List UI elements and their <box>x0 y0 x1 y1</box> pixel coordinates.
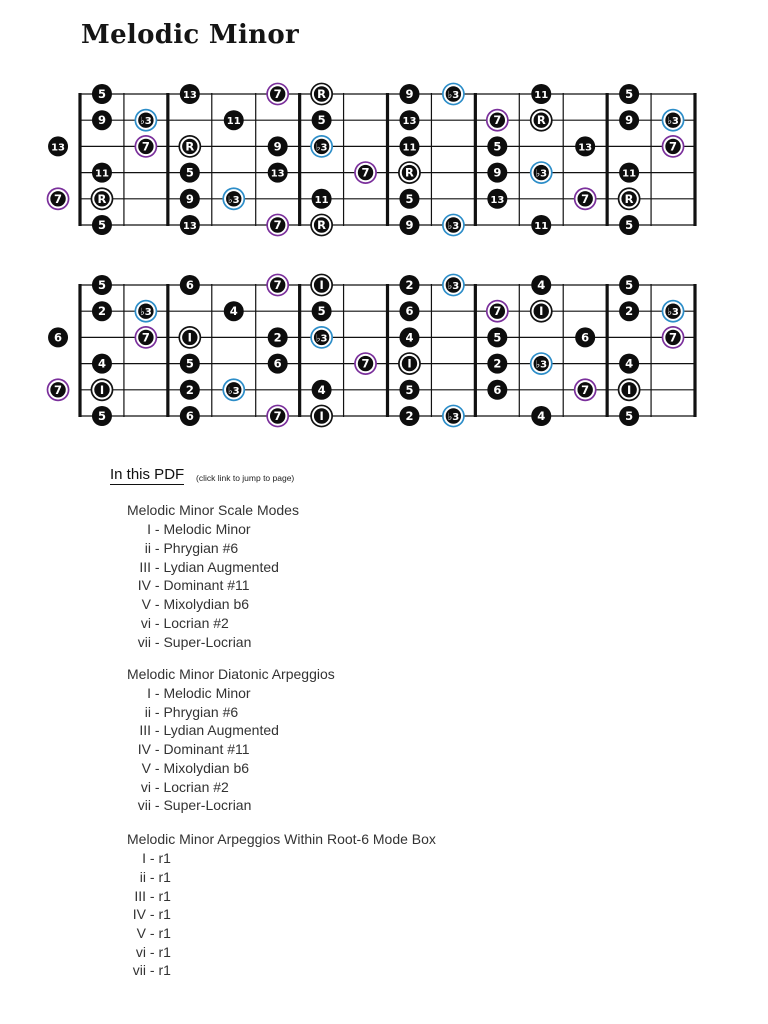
note-marker <box>47 378 70 401</box>
note-marker <box>48 327 68 347</box>
note-label: 6 <box>493 382 502 397</box>
note-marker <box>134 300 157 323</box>
note-marker <box>266 83 289 106</box>
note-label: 5 <box>625 87 634 101</box>
note-marker <box>662 135 685 158</box>
note-marker <box>531 406 551 426</box>
page-title: Melodic Minor <box>81 20 299 50</box>
note-label: 4 <box>537 409 546 423</box>
note-label: I <box>99 382 105 397</box>
note-label: 5 <box>97 409 106 423</box>
note-marker <box>180 406 200 426</box>
fretboard-grid <box>80 93 695 226</box>
note-marker <box>618 378 641 401</box>
note-marker <box>619 163 639 183</box>
note-marker <box>178 135 201 158</box>
note-label: 7 <box>273 87 282 101</box>
note-marker <box>312 380 332 400</box>
note-marker <box>618 187 641 210</box>
note-marker <box>180 84 200 104</box>
note-label: R <box>317 87 327 101</box>
note-marker <box>92 354 112 374</box>
note-label: R <box>624 191 634 206</box>
note-label: 7 <box>581 382 590 397</box>
note-marker <box>574 187 597 210</box>
note-marker <box>399 136 419 156</box>
note-label: 7 <box>273 218 282 232</box>
toc-link-root6-vii[interactable]: vii - r1 <box>132 962 171 978</box>
note-marker <box>180 215 200 235</box>
note-label: 11 <box>226 116 241 128</box>
note-marker <box>222 378 245 401</box>
note-marker <box>268 136 288 156</box>
note-label: ♭3 <box>535 168 548 180</box>
note-marker <box>399 406 419 426</box>
note-label: 4 <box>229 304 238 319</box>
note-label: 5 <box>625 278 634 292</box>
note-marker <box>399 301 419 321</box>
note-marker <box>619 84 639 104</box>
note-marker <box>530 300 553 323</box>
toc-link-root6-i[interactable]: I - r1 <box>142 850 171 866</box>
note-marker <box>575 136 595 156</box>
note-label: 4 <box>625 356 634 371</box>
note-label: I <box>319 278 324 292</box>
note-marker <box>619 301 639 321</box>
note-label: 5 <box>97 218 106 232</box>
note-label: 5 <box>405 191 414 206</box>
note-marker <box>575 327 595 347</box>
note-marker <box>662 326 685 349</box>
note-marker <box>487 327 507 347</box>
note-label: 11 <box>314 194 329 206</box>
note-marker <box>619 110 639 130</box>
note-label: ♭3 <box>227 194 240 206</box>
note-marker <box>442 214 465 237</box>
toc-link-root6-iii[interactable]: III - r1 <box>134 888 171 904</box>
toc-link-arpeggio-v[interactable]: V - Mixolydian b6 <box>141 760 250 776</box>
note-marker <box>530 161 553 184</box>
toc-hint: (click link to jump to page) <box>196 473 295 483</box>
note-marker <box>268 327 288 347</box>
toc-link-scale-mode-v[interactable]: V - Mixolydian b6 <box>141 596 250 612</box>
note-label: 7 <box>493 113 502 128</box>
note-marker <box>180 189 200 209</box>
note-label: 6 <box>273 356 282 371</box>
note-label: 13 <box>578 142 593 154</box>
note-label: 9 <box>97 113 106 128</box>
note-label: 5 <box>625 409 634 423</box>
note-label: 5 <box>97 87 106 101</box>
note-label: ♭3 <box>535 359 548 371</box>
note-marker <box>486 109 509 132</box>
note-label: 9 <box>273 139 282 154</box>
note-label: 9 <box>405 87 414 101</box>
note-marker <box>442 405 465 428</box>
note-marker <box>399 215 419 235</box>
note-label: 5 <box>97 278 106 292</box>
note-label: 13 <box>182 221 197 232</box>
note-label: 7 <box>361 356 370 371</box>
note-marker <box>180 354 200 374</box>
note-marker <box>619 215 639 235</box>
toc-link-root6-v[interactable]: V - r1 <box>136 925 171 941</box>
note-marker <box>399 327 419 347</box>
note-marker <box>354 161 377 184</box>
note-marker <box>662 300 685 323</box>
note-label: ♭3 <box>447 221 460 232</box>
note-marker <box>487 380 507 400</box>
note-marker <box>399 380 419 400</box>
note-marker <box>266 214 289 237</box>
toc-link-arpeggio-ii[interactable]: ii - Phrygian #6 <box>144 704 239 720</box>
toc-heading: In this PDF <box>110 466 185 483</box>
toc-link-scale-mode-iv[interactable]: IV - Dominant #11 <box>137 577 250 593</box>
note-marker <box>180 380 200 400</box>
section-title-diatonic-arpeggios: Melodic Minor Diatonic Arpeggios <box>127 666 335 682</box>
note-marker <box>92 163 112 183</box>
toc-link-scale-mode-ii[interactable]: ii - Phrygian #6 <box>144 540 239 556</box>
note-marker <box>312 301 332 321</box>
note-label: 11 <box>534 221 549 232</box>
note-marker <box>487 163 507 183</box>
note-label: 4 <box>317 382 326 397</box>
note-label: ♭3 <box>227 385 240 397</box>
note-label: 9 <box>625 113 634 128</box>
note-marker <box>619 275 639 295</box>
note-marker <box>92 406 112 426</box>
note-label: 5 <box>185 165 194 180</box>
note-marker <box>399 84 419 104</box>
note-marker <box>531 84 551 104</box>
toc-link-scale-mode-i[interactable]: I - Melodic Minor <box>147 521 251 537</box>
note-label: 5 <box>185 356 194 371</box>
note-marker <box>487 136 507 156</box>
note-label: 7 <box>273 278 282 292</box>
note-marker <box>399 189 419 209</box>
note-marker <box>487 354 507 374</box>
note-label: ♭3 <box>140 307 152 319</box>
note-label: 13 <box>490 194 505 206</box>
note-label: 7 <box>361 165 370 180</box>
note-label: 5 <box>317 304 326 319</box>
note-marker <box>134 109 157 132</box>
note-label: 11 <box>534 90 549 101</box>
note-label: 2 <box>493 356 502 371</box>
toc-link-arpeggio-vi[interactable]: vi - Locrian #2 <box>140 779 229 795</box>
note-marker <box>180 275 200 295</box>
note-marker <box>91 187 114 210</box>
note-label: 6 <box>581 330 590 345</box>
note-label: 2 <box>185 382 194 397</box>
note-label: ♭3 <box>447 90 460 101</box>
toc-link-scale-mode-vii[interactable]: vii - Super-Locrian <box>137 634 252 650</box>
note-marker <box>442 83 465 106</box>
note-label: 13 <box>182 90 197 101</box>
note-label: ♭3 <box>140 116 152 128</box>
toc-link-scale-mode-iii[interactable]: III - Lydian Augmented <box>139 559 279 575</box>
note-label: 7 <box>581 191 590 206</box>
toc-link-scale-mode-vi[interactable]: vi - Locrian #2 <box>140 615 229 631</box>
note-label: 4 <box>97 356 106 371</box>
note-marker <box>531 215 551 235</box>
note-label: 2 <box>625 304 634 319</box>
note-label: 5 <box>493 330 502 345</box>
note-marker <box>530 109 553 132</box>
note-marker <box>574 378 597 401</box>
note-marker <box>662 109 685 132</box>
note-label: 4 <box>405 330 414 345</box>
note-label: R <box>97 191 107 206</box>
note-marker <box>268 163 288 183</box>
note-marker <box>48 136 68 156</box>
note-marker <box>442 274 465 297</box>
note-marker <box>619 354 639 374</box>
note-marker <box>310 135 333 158</box>
note-label: 2 <box>405 278 414 292</box>
note-label: 7 <box>669 139 678 154</box>
toc-link-root6-vi[interactable]: vi - r1 <box>135 944 171 960</box>
note-label: 9 <box>405 218 414 232</box>
note-marker <box>266 405 289 428</box>
note-label: 13 <box>402 116 417 128</box>
note-marker <box>178 326 201 349</box>
note-label: ♭3 <box>447 281 460 292</box>
note-marker <box>92 84 112 104</box>
toc-link-root6-iv[interactable]: IV - r1 <box>132 906 171 922</box>
note-label: 5 <box>625 218 634 232</box>
note-label: 6 <box>405 304 414 319</box>
note-marker <box>486 300 509 323</box>
note-label: ♭3 <box>315 142 328 154</box>
note-marker <box>312 110 332 130</box>
note-marker <box>224 301 244 321</box>
note-marker <box>399 275 419 295</box>
toc-link-arpeggio-iv[interactable]: IV - Dominant #11 <box>137 741 250 757</box>
section-title-root6-arpeggios: Melodic Minor Arpeggios Within Root-6 Mode Box <box>127 831 436 847</box>
note-marker <box>399 110 419 130</box>
note-label: ♭3 <box>667 116 679 128</box>
note-label: 6 <box>54 330 63 345</box>
note-marker <box>310 83 333 106</box>
note-label: 5 <box>405 382 414 397</box>
note-marker <box>180 163 200 183</box>
note-label: R <box>317 218 327 232</box>
note-marker <box>310 274 333 297</box>
note-marker <box>92 215 112 235</box>
note-label: R <box>185 139 195 154</box>
note-label: 9 <box>185 191 194 206</box>
note-label: I <box>539 304 544 319</box>
note-label: 13 <box>270 168 285 180</box>
note-marker <box>92 275 112 295</box>
note-label: 11 <box>622 168 637 180</box>
note-marker <box>92 301 112 321</box>
note-label: 7 <box>493 304 502 319</box>
note-label: 9 <box>493 165 502 180</box>
note-marker <box>92 110 112 130</box>
note-marker <box>398 352 421 375</box>
note-label: I <box>187 330 192 345</box>
note-marker <box>530 352 553 375</box>
note-marker <box>47 187 70 210</box>
note-label: 11 <box>95 168 109 180</box>
note-label: ♭3 <box>667 307 679 319</box>
note-label: 5 <box>317 113 326 128</box>
note-label: 2 <box>273 330 282 345</box>
note-label: 2 <box>405 409 414 423</box>
note-marker <box>224 110 244 130</box>
note-marker <box>266 274 289 297</box>
note-marker <box>487 189 507 209</box>
note-label: 5 <box>493 139 502 154</box>
fretboard-grid <box>80 284 695 417</box>
toc-link-root6-ii[interactable]: ii - r1 <box>139 869 171 885</box>
note-marker <box>398 161 421 184</box>
fretboard-diagram-intervals <box>0 80 768 235</box>
note-label: R <box>405 165 414 180</box>
note-label: 4 <box>537 278 546 292</box>
note-label: 7 <box>54 191 63 206</box>
toc-link-arpeggio-iii[interactable]: III - Lydian Augmented <box>139 722 279 738</box>
note-marker <box>531 275 551 295</box>
note-label: ♭3 <box>315 333 328 345</box>
note-label: 7 <box>141 139 150 154</box>
note-label: R <box>536 113 546 128</box>
note-label: I <box>407 356 412 371</box>
note-label: 7 <box>669 330 678 345</box>
note-label: 6 <box>185 409 194 423</box>
note-marker <box>619 406 639 426</box>
note-marker <box>268 354 288 374</box>
note-label: 7 <box>141 330 150 345</box>
toc-link-arpeggio-vii[interactable]: vii - Super-Locrian <box>137 797 252 813</box>
note-label: 11 <box>402 142 417 154</box>
note-label: I <box>319 409 324 423</box>
note-label: ♭3 <box>447 412 460 423</box>
fretboard-diagram-degrees <box>0 271 768 426</box>
note-label: 13 <box>51 142 65 154</box>
note-label: I <box>626 382 632 397</box>
note-marker <box>91 378 114 401</box>
note-marker <box>354 352 377 375</box>
note-marker <box>134 135 157 158</box>
note-label: 7 <box>273 409 282 423</box>
note-label: 7 <box>54 382 63 397</box>
note-label: 6 <box>185 278 194 292</box>
note-label: 2 <box>97 304 106 319</box>
toc-link-arpeggio-i[interactable]: I - Melodic Minor <box>147 685 251 701</box>
note-marker <box>310 405 333 428</box>
note-marker <box>310 326 333 349</box>
note-marker <box>312 189 332 209</box>
note-marker <box>310 214 333 237</box>
note-marker <box>134 326 157 349</box>
section-title-scale-modes: Melodic Minor Scale Modes <box>127 502 299 518</box>
note-marker <box>222 187 245 210</box>
